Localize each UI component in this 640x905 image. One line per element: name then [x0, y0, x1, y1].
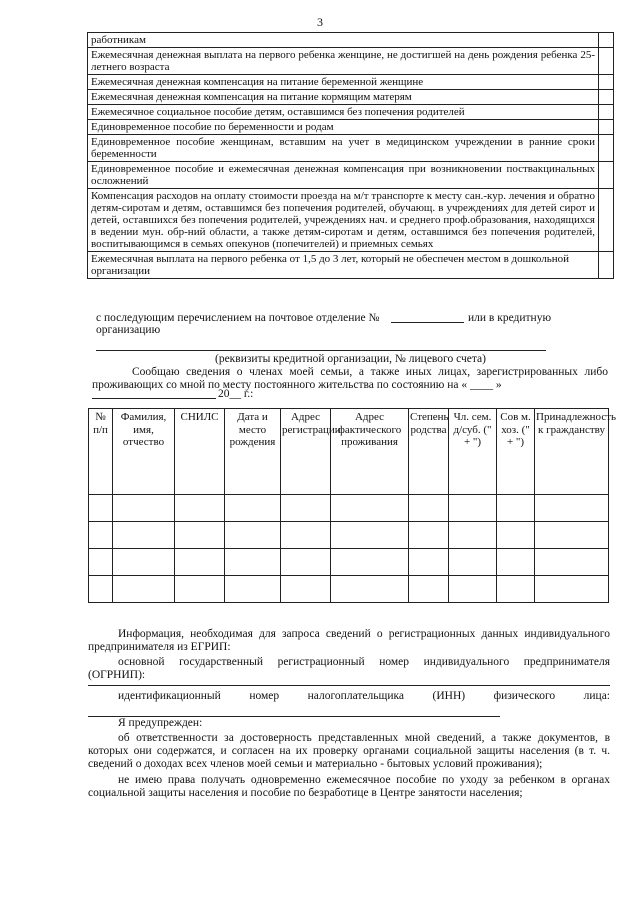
cell[interactable]	[281, 522, 331, 549]
cell[interactable]	[409, 495, 449, 522]
warning-item-2: не имею права получать одновременно ежемесячное пособие по уходу за ребенком в органах социальной защиты населения и пособие по безработице в Центре занятости населения;	[88, 774, 610, 799]
cell[interactable]	[497, 576, 535, 603]
benefit-checkbox[interactable]	[599, 189, 614, 252]
benefit-row	[88, 252, 614, 279]
benefit-checkbox[interactable]	[599, 48, 614, 75]
cell[interactable]	[175, 549, 225, 576]
cell[interactable]	[175, 576, 225, 603]
benefit-checkbox[interactable]	[599, 135, 614, 162]
egrip-ogrnip: основной государственный регистрационный номер индивидуального предпринимателя (ОГРНИП):	[88, 656, 610, 681]
or-credit-label: или в кредитную	[468, 312, 552, 324]
benefit-checkbox[interactable]	[599, 33, 614, 48]
col-birth: Дата и место рождения	[225, 409, 281, 495]
cell[interactable]	[89, 495, 113, 522]
benefit-checkbox[interactable]	[599, 252, 614, 279]
benefit-row	[88, 75, 614, 90]
cell[interactable]	[497, 549, 535, 576]
credit-org-field[interactable]	[96, 350, 546, 351]
cell[interactable]	[331, 495, 409, 522]
benefit-label: Ежемесячная выплата на первого ребенка от 1,5 до 3 лет, который не обеспечен местом в дошкольной организации	[88, 252, 599, 279]
col-number: № п/п	[89, 409, 113, 495]
cell[interactable]	[331, 576, 409, 603]
members-table	[88, 408, 617, 603]
cell[interactable]	[409, 549, 449, 576]
ogrnip-field[interactable]	[88, 685, 610, 686]
cell[interactable]	[535, 522, 609, 549]
benefit-label: Ежемесячная денежная компенсация на питание кормящим матерям	[88, 90, 599, 105]
date-year: 20__ г.:	[218, 388, 254, 400]
benefit-row	[88, 135, 614, 162]
cell[interactable]	[281, 495, 331, 522]
cell[interactable]	[113, 576, 175, 603]
benefit-checkbox[interactable]	[599, 90, 614, 105]
requisites-caption: (реквизиты кредитной организации, № лицевого счета)	[215, 353, 486, 365]
cell[interactable]	[449, 495, 497, 522]
cell[interactable]	[225, 576, 281, 603]
cell[interactable]	[113, 549, 175, 576]
cell[interactable]	[89, 522, 113, 549]
cell[interactable]	[225, 522, 281, 549]
cell[interactable]	[113, 495, 175, 522]
benefit-label: Ежемесячное социальное пособие детям, оставшимся без попечения родителей	[88, 105, 599, 120]
cell[interactable]	[175, 522, 225, 549]
benefit-row	[88, 90, 614, 105]
col-fact-address: Адрес фактического проживания	[331, 409, 409, 495]
cell[interactable]	[449, 576, 497, 603]
cell[interactable]	[535, 495, 609, 522]
benefits-table	[87, 32, 614, 279]
table-row	[89, 576, 609, 603]
egrip-info: Информация, необходимая для запроса сведений о регистрационных данных индивидуального предпринимателя из ЕГРИП:	[88, 628, 610, 653]
col-kinship: Степень родства	[409, 409, 449, 495]
warnings-title: Я предупрежден:	[118, 717, 203, 729]
benefit-row	[88, 120, 614, 135]
cell[interactable]	[89, 549, 113, 576]
benefit-checkbox[interactable]	[599, 75, 614, 90]
members-header-row	[89, 409, 609, 495]
date-field[interactable]	[92, 398, 216, 399]
col-snils: СНИЛС	[175, 409, 225, 495]
table-row	[89, 495, 609, 522]
table-row	[89, 549, 609, 576]
benefit-row	[88, 33, 614, 48]
postal-line: с последующим перечислением на почтовое отделение №	[96, 312, 380, 324]
cell[interactable]	[449, 549, 497, 576]
benefit-row	[88, 189, 614, 252]
cell[interactable]	[225, 495, 281, 522]
family-intro: Сообщаю сведения о членах моей семьи, а также иных лицах, зарегистрированных либо проживающих со мной по месту постоянного жительства по состоянию на « ____ »	[92, 366, 608, 391]
benefit-label: Ежемесячная денежная выплата на первого ребенка женщине, не достигшей на день рождения ребенка 25-летнего возраста	[88, 48, 599, 75]
cell[interactable]	[535, 549, 609, 576]
page-number: 3	[317, 15, 323, 29]
family-intro-end: »	[495, 379, 502, 391]
benefit-label: Единовременное пособие и ежемесячная денежная компенсация при возникновении поствакцинальных осложнений	[88, 162, 599, 189]
cell[interactable]	[497, 522, 535, 549]
col-fio: Фамилия, имя, отчество	[113, 409, 175, 495]
benefit-label: работникам	[88, 33, 599, 48]
cell[interactable]	[175, 495, 225, 522]
benefit-label: Компенсация расходов на оплату стоимости проезда на м/т транспорте к месту сан.-кур. лечения и обратно детям-сиротам и детям, оставшимся без попечения родителей, обучающ. в учреждениях для детей сирот и детей, оставшихся без попечения родителей, учреждениях нач. и среднего проф.образования, находящихся в ведении мун. обр-ний области, а также детям-сиротам и детям, оставшимся без попечения родителей, воспитывающимся в семьях опекунов (попечителей) и приемных семьях	[88, 189, 599, 252]
benefit-label: Ежемесячная денежная компенсация на питание беременной женщине	[88, 75, 599, 90]
col-citizenship: Принадлежность к гражданству	[535, 409, 609, 495]
cell[interactable]	[225, 549, 281, 576]
benefit-row	[88, 48, 614, 75]
benefit-label: Единовременное пособие женщинам, вставшим на учет в медицинском учреждении в ранние сроки беременности	[88, 135, 599, 162]
col-family-member: Чл. сем. д/суб. (" + ")	[449, 409, 497, 495]
family-intro-text: Сообщаю сведения о членах моей семьи, а также иных лицах, зарегистрированных либо проживающих со мной по месту постоянного жительства по состоянию на «	[92, 366, 608, 391]
organization-label: организацию	[96, 324, 161, 336]
cell[interactable]	[89, 576, 113, 603]
cell[interactable]	[535, 576, 609, 603]
benefit-row	[88, 162, 614, 189]
cell[interactable]	[449, 522, 497, 549]
col-reg-address: Адрес регистрации	[281, 409, 331, 495]
benefit-label: Единовременное пособие по беременности и родам	[88, 120, 599, 135]
cell[interactable]	[331, 522, 409, 549]
benefit-checkbox[interactable]	[599, 105, 614, 120]
warning-item-1: об ответственности за достоверность представленных мной сведений, а также документов, в которых они содержатся, и согласен на их проверку органами социальной защиты населения (в т. ч. сведений о доходах всех членов моей семьи и материально - бытовых условий проживания);	[88, 732, 610, 770]
col-joint-household: Сов м. хоз. (" + ")	[497, 409, 535, 495]
cell[interactable]	[409, 522, 449, 549]
cell[interactable]	[281, 549, 331, 576]
egrip-inn: идентификационный номер налогоплательщика (ИНН) физического лица:	[118, 690, 610, 702]
cell[interactable]	[281, 576, 331, 603]
benefit-row	[88, 105, 614, 120]
cell[interactable]	[331, 549, 409, 576]
cell[interactable]	[113, 522, 175, 549]
postal-office-field[interactable]	[391, 322, 464, 323]
table-row	[89, 522, 609, 549]
cell[interactable]	[497, 495, 535, 522]
cell[interactable]	[409, 576, 449, 603]
benefit-checkbox[interactable]	[599, 120, 614, 135]
benefit-checkbox[interactable]	[599, 162, 614, 189]
